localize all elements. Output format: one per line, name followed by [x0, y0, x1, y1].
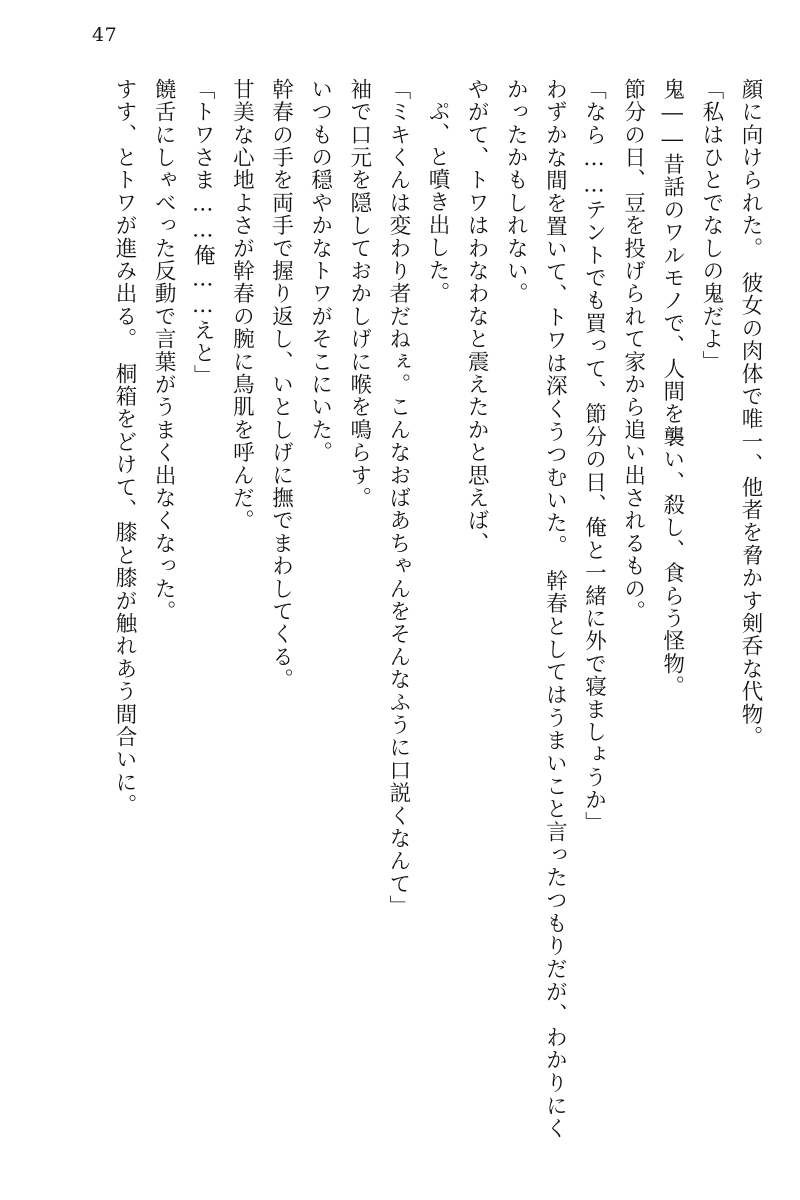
- paragraph: 顔に向けられた。 彼女の肉体で唯一、他者を脅かす剣呑な代物。: [738, 78, 763, 749]
- paragraph: 鬼――昔話のワルモノで、人間を襲い、殺し、食らう怪物。: [659, 78, 685, 698]
- paragraph: わずかな間を置いて、トワは深くうつむいた。 幹春としてはうまいこと言ったつもりだが、わかりにくかったかもしれない。: [503, 78, 568, 1140]
- paragraph: 節分の日、豆を投げられて家から追い出されるもの。: [620, 78, 646, 623]
- paragraph: 「私はひとでなしの鬼だよ」: [698, 78, 724, 374]
- paragraph: 「なら……テントでも買って、節分の日、俺と一緒に外で寝ましょうか」: [581, 78, 607, 835]
- paragraph: すす、とトワが進み出る。 桐箱をどけて、膝と膝が触れあう間合いに。: [112, 78, 137, 817]
- paragraph: 甘美な心地よさが幹春の腕に鳥肌を呼んだ。: [229, 78, 255, 532]
- paragraph: 幹春の手を両手で握り返し、いとしげに撫でまわしてくる。: [268, 78, 294, 691]
- paragraph: いつもの穏やかなトワがそこにいた。: [307, 78, 333, 464]
- paragraph: 「トワさま……俺……えと」: [190, 78, 216, 388]
- paragraph: ぷ、と噴き出した。: [425, 99, 450, 304]
- vertical-text-body: [56, 78, 770, 1140]
- paragraph: 「ミキくんは変わり者だねぇ。こんなおばあちゃんをそんなふうに口説くなんて」: [385, 78, 411, 918]
- paragraph: 饒舌にしゃべった反動で言葉がうまく出なくなった。: [151, 78, 177, 623]
- page-number: 47: [92, 24, 118, 46]
- paragraph: やがて、トワはわなわなと震えたかと思えば、: [464, 78, 490, 555]
- paragraph: 袖で口元を隠しておかしげに喉を鳴らす。: [346, 78, 372, 510]
